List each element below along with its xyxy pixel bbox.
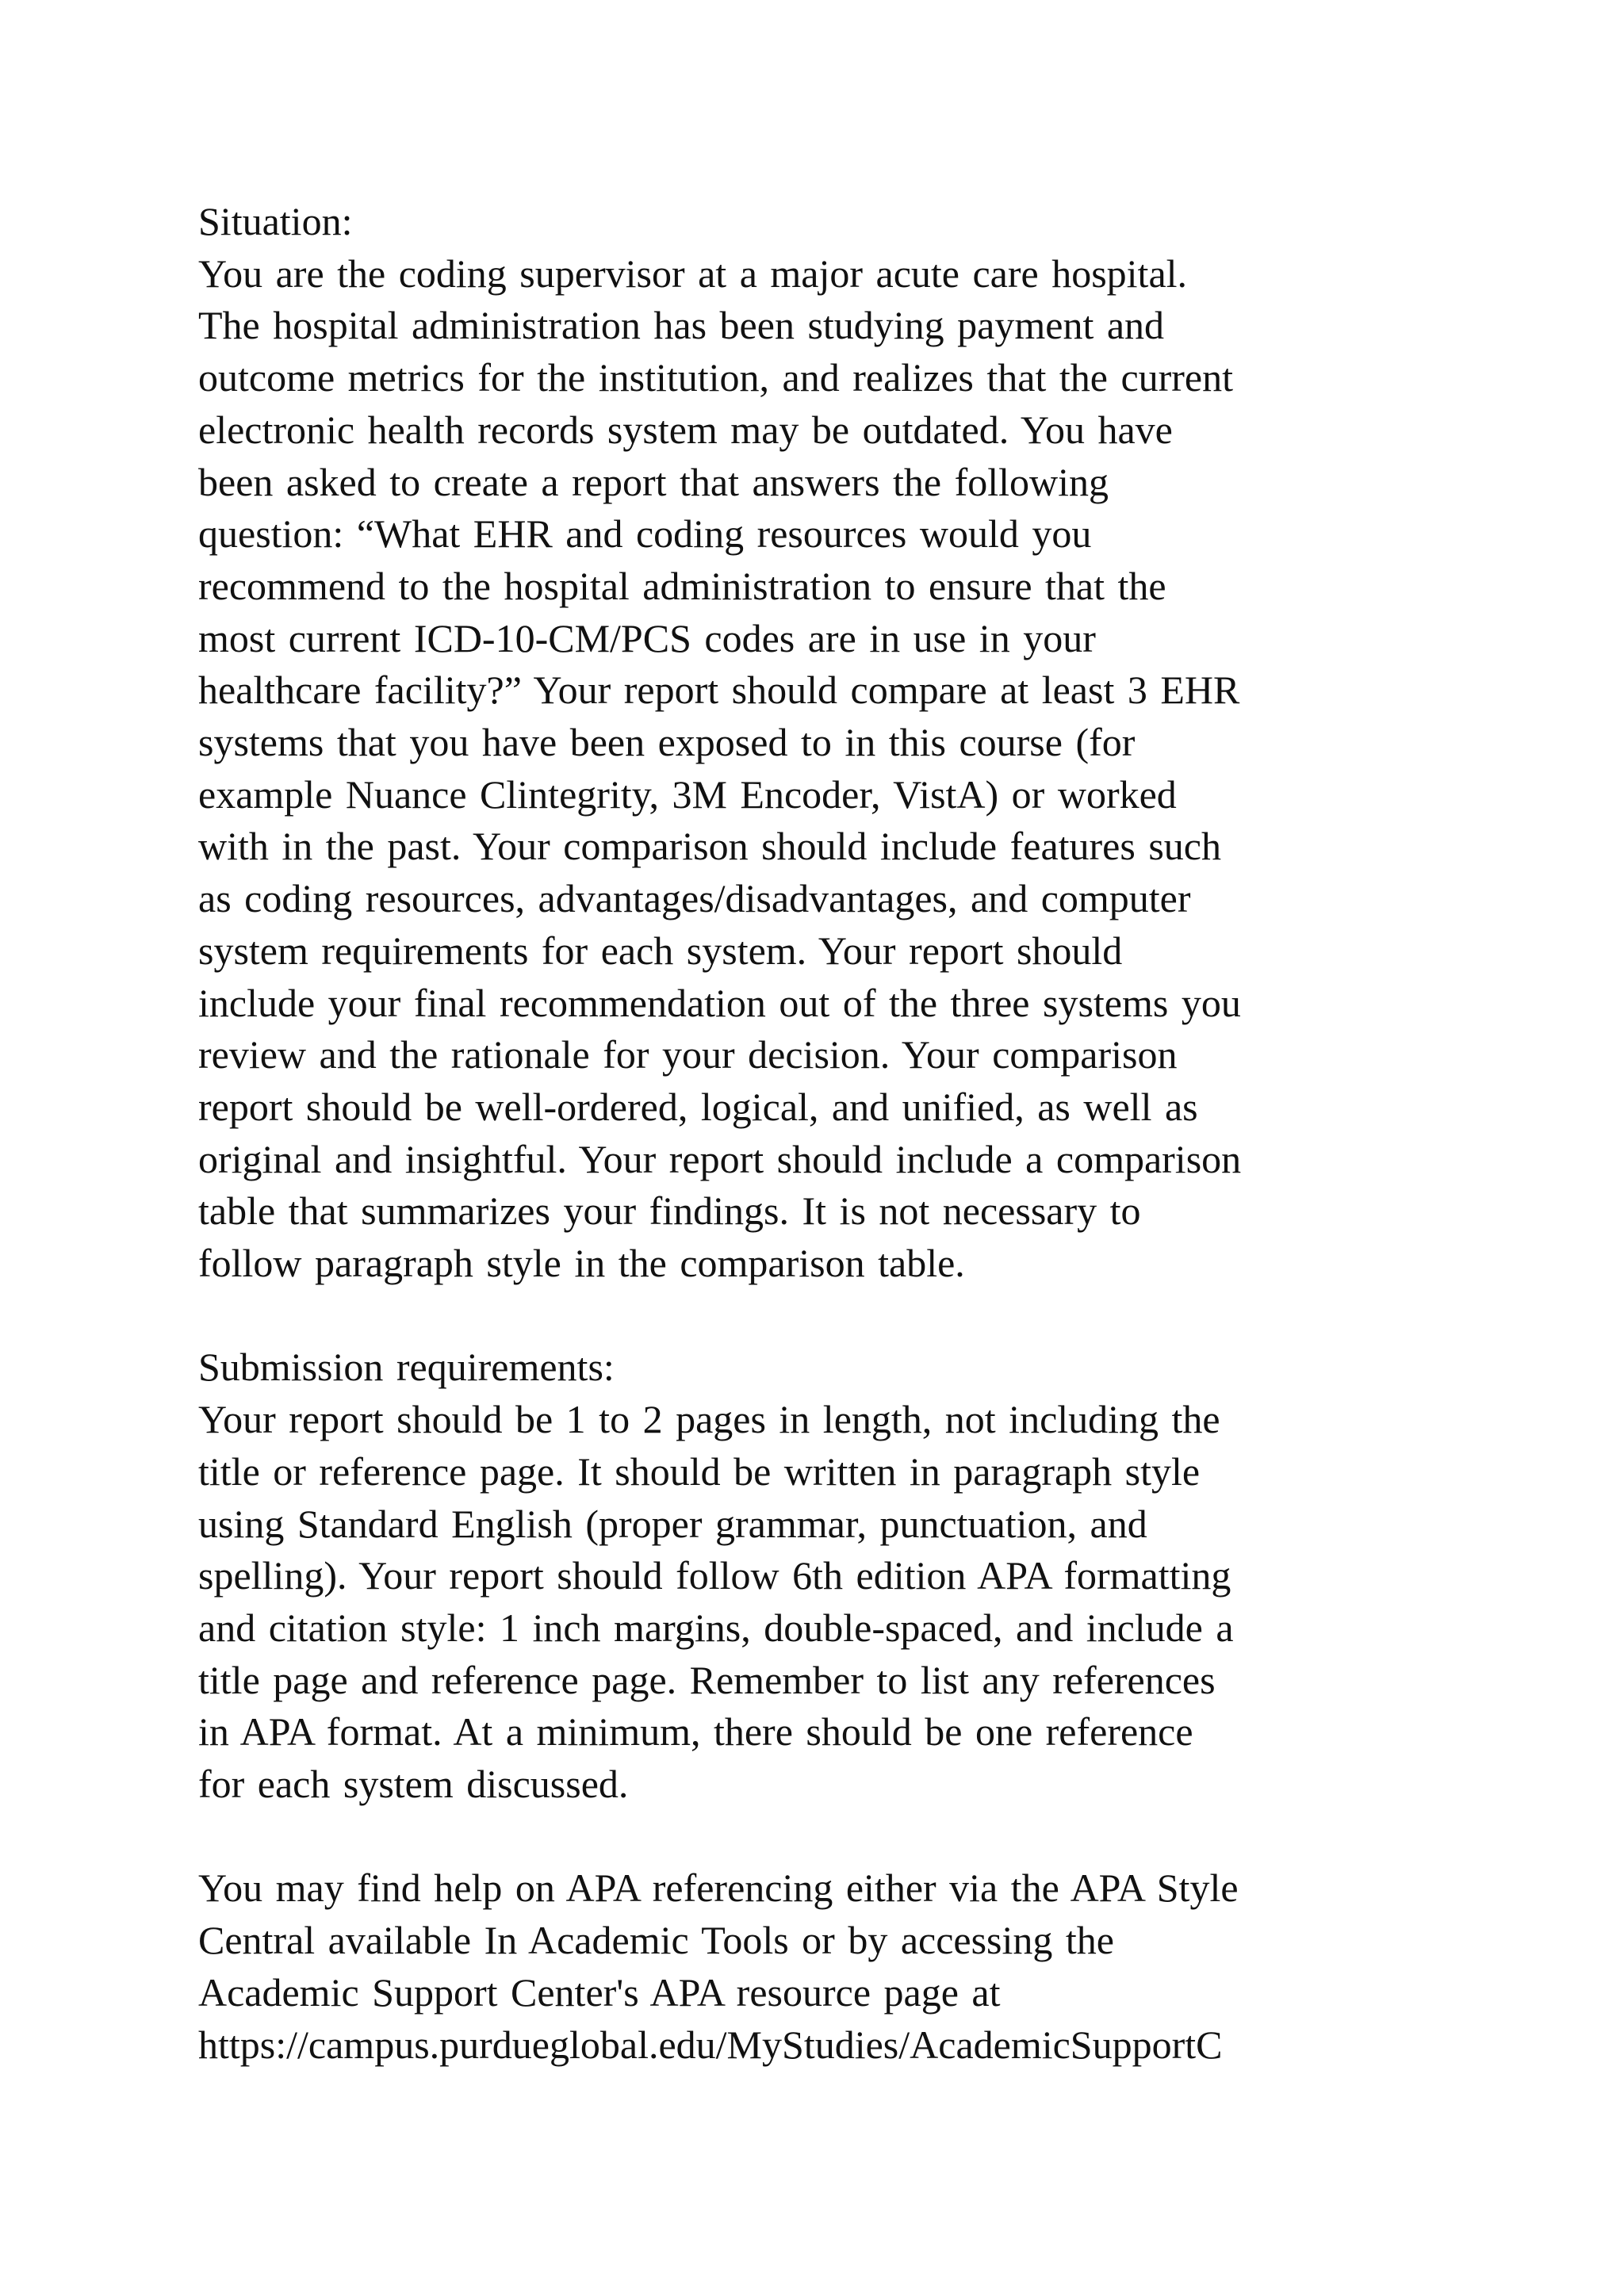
paragraph-line: electronic health records system may be outdated. You have <box>198 407 1173 452</box>
paragraph-line: You are the coding supervisor at a major acute care hospital. <box>198 251 1188 296</box>
paragraph-line: question: “What EHR and coding resources would you <box>198 511 1092 557</box>
paragraph-line: been asked to create a report that answers the following <box>198 459 1109 504</box>
help-paragraph <box>198 1862 1610 2071</box>
paragraph-line: include your final recommendation out of the three systems you <box>198 980 1241 1025</box>
paragraph-line: example Nuance Clintegrity, 3M Encoder, VistA) or worked <box>198 771 1177 817</box>
paragraph-line: table that summarizes your findings. It is not necessary to <box>198 1188 1141 1234</box>
paragraph-spacer <box>198 1290 1610 1342</box>
submission-paragraph <box>198 1394 1610 1811</box>
paragraph-line: for each system discussed. <box>198 1762 629 1807</box>
paragraph-line: title page and reference page. Remember to list any references <box>198 1657 1216 1702</box>
paragraph-line: You may find help on APA referencing either via the APA Style <box>198 1866 1239 1911</box>
paragraph-line: report should be well-ordered, logical, and unified, as well as <box>198 1084 1198 1129</box>
paragraph-line: with in the past. Your comparison should include features such <box>198 824 1221 869</box>
resource-url: https://campus.purdueglobal.edu/MyStudies/AcademicSupportC <box>198 2022 1223 2067</box>
paragraph-line: Central available In Academic Tools or by accessing the <box>198 1918 1114 1963</box>
paragraph-line: title or reference page. It should be written in paragraph style <box>198 1448 1201 1494</box>
paragraph-line: most current ICD-10-CM/PCS codes are in use in your <box>198 615 1096 660</box>
submission-heading: Submission requirements: <box>198 1345 615 1390</box>
paragraph-line: and citation style: 1 inch margins, double-spaced, and include a <box>198 1605 1234 1650</box>
paragraph-line: Academic Support Center's APA resource page at <box>198 1969 1001 2015</box>
paragraph-line: Your report should be 1 to 2 pages in length, not including the <box>198 1397 1220 1442</box>
paragraph-line: follow paragraph style in the comparison table. <box>198 1241 965 1286</box>
paragraph-line: system requirements for each system. Your report should <box>198 928 1123 973</box>
paragraph-line: outcome metrics for the institution, and realizes that the current <box>198 355 1234 400</box>
situation-heading: Situation: <box>198 199 353 243</box>
paragraph-line: review and the rationale for your decision. Your comparison <box>198 1032 1178 1077</box>
situation-paragraph <box>198 248 1610 1290</box>
paragraph-line: using Standard English (proper grammar, punctuation, and <box>198 1501 1147 1546</box>
paragraph-line: in APA format. At a minimum, there should be one reference <box>198 1709 1193 1755</box>
paragraph-line: original and insightful. Your report should include a comparison <box>198 1136 1242 1181</box>
paragraph-line: spelling). Your report should follow 6th edition APA formatting <box>198 1553 1231 1598</box>
paragraph-line: The hospital administration has been studying payment and <box>198 303 1165 348</box>
paragraph-line: recommend to the hospital administration to ensure that the <box>198 563 1166 608</box>
paragraph-line: systems that you have been exposed to in this course (for <box>198 720 1136 765</box>
paragraph-spacer <box>198 1811 1610 1863</box>
paragraph-line: healthcare facility?” Your report should compare at least 3 EHR <box>198 668 1240 713</box>
paragraph-line: as coding resources, advantages/disadvantages, and computer <box>198 876 1191 921</box>
document-body <box>198 196 1610 2071</box>
